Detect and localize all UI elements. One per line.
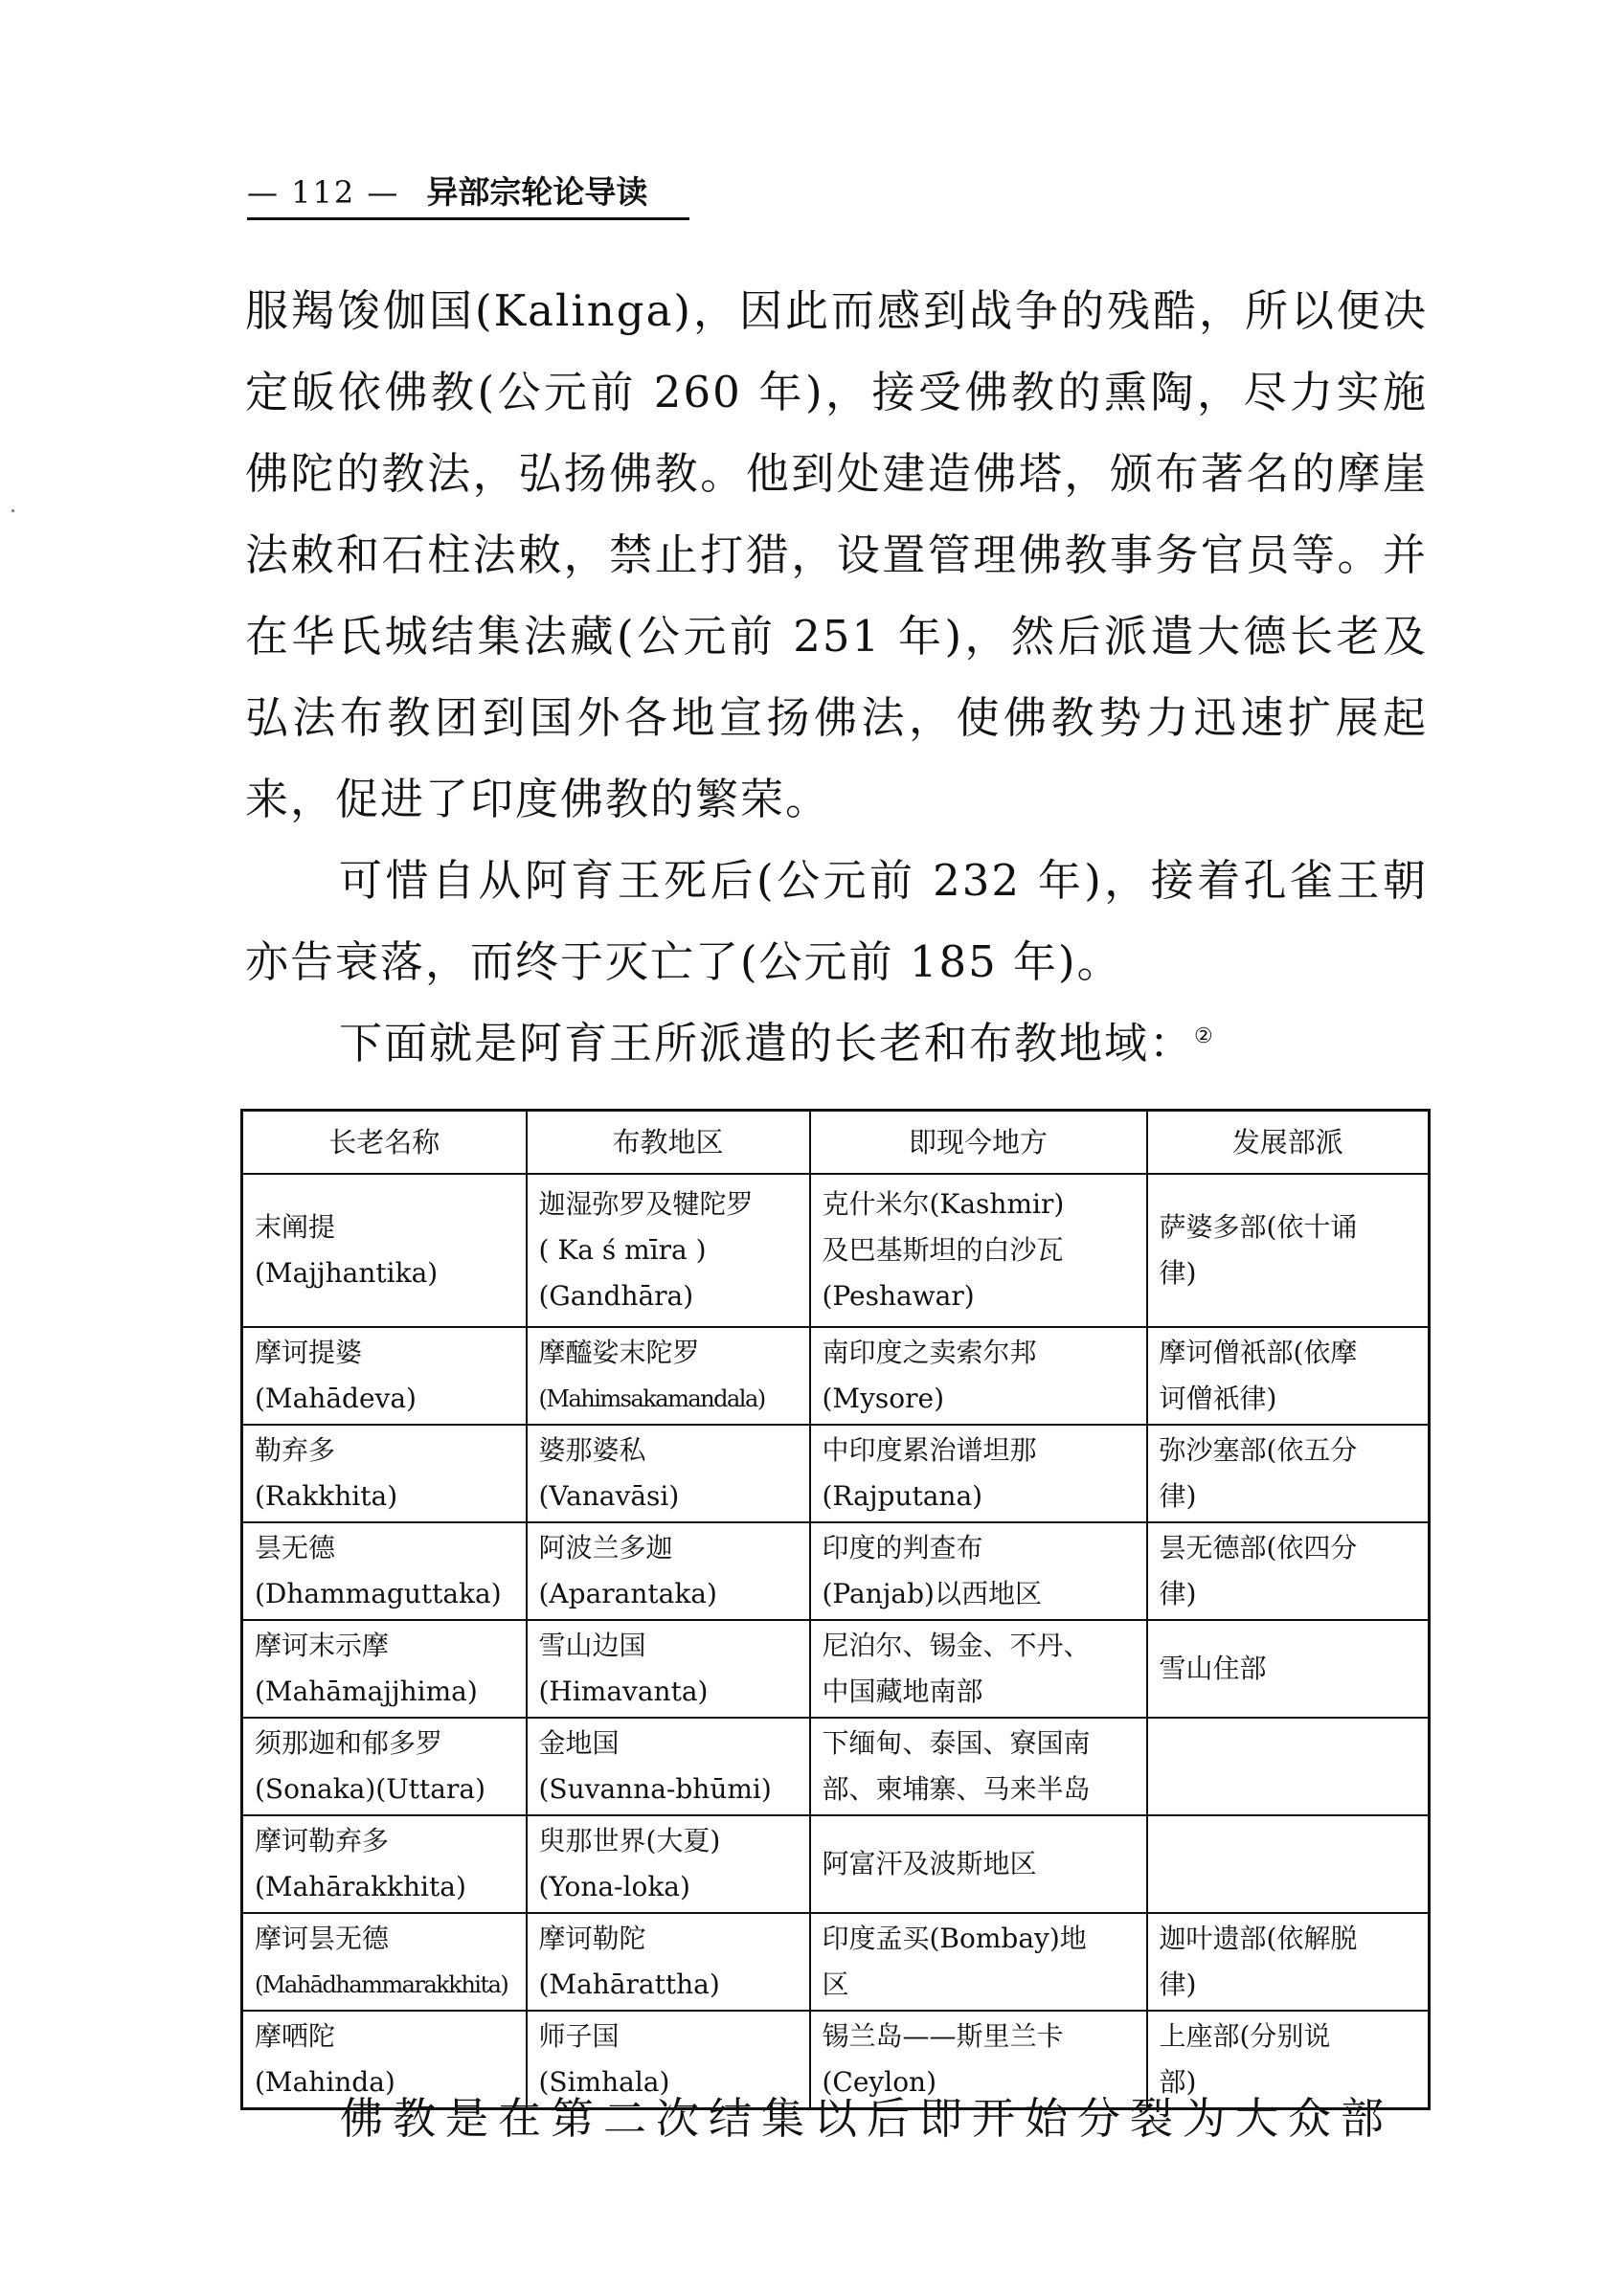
table-row	[242, 1815, 1430, 1913]
body-text	[245, 270, 1428, 1084]
cell-line: 律)	[1159, 1969, 1197, 2000]
cell-line: 臾那世界(大夏)	[538, 1825, 721, 1856]
table-cell-present	[810, 1327, 1147, 1425]
cell-line: 摩诃末示摩	[255, 1630, 390, 1661]
table-cell-school	[1147, 1174, 1430, 1327]
table-intro	[245, 1002, 1428, 1084]
table-cell-elder	[242, 1425, 527, 1522]
table-cell-elder	[242, 1327, 527, 1425]
cell-line: 摩诃提婆	[255, 1337, 363, 1368]
cell-line: (Gandhāra)	[538, 1280, 694, 1312]
cell-line: 部、柬埔寨、马来半岛	[822, 1773, 1091, 1805]
margin-speck	[11, 509, 14, 512]
cell-line: 尼泊尔、锡金、不丹、	[822, 1630, 1091, 1661]
elders-table-wrapper	[240, 1109, 1428, 2110]
table-cell-present	[810, 1522, 1147, 1620]
table-cell-present	[810, 1425, 1147, 1522]
table-cell-elder	[242, 1620, 527, 1718]
cell-line: (Aparantaka)	[538, 1578, 717, 1609]
table-header-row	[242, 1111, 1430, 1175]
table-cell-elder	[242, 1522, 527, 1620]
cell-line: 摩哂陀	[255, 2020, 336, 2052]
cell-line: (Ceylon)	[822, 2066, 937, 2098]
table-cell-present	[810, 1718, 1147, 1815]
table-cell-elder	[242, 1815, 527, 1913]
cell-line: 摩诃昙无德	[255, 1923, 390, 1954]
cell-line: 昙无德部(依四分	[1159, 1532, 1358, 1564]
elders-table	[240, 1109, 1431, 2110]
cell-line: (Majjhantika)	[255, 1257, 439, 1289]
header-school: 发展部派	[1147, 1111, 1430, 1175]
cell-line: (Vanavāsi)	[538, 1480, 680, 1512]
table-cell-region	[527, 1327, 810, 1425]
cell-line: (Sonaka)(Uttara)	[255, 1773, 485, 1805]
table-cell-region	[527, 1174, 810, 1327]
table-cell-present	[810, 1620, 1147, 1718]
running-title: 异部宗轮论导读	[426, 173, 648, 211]
cell-line: 中国藏地南部	[822, 1676, 983, 1707]
cell-line: (Mahāmajjhima)	[255, 1676, 478, 1707]
cell-line: (Peshawar)	[822, 1280, 975, 1312]
cell-line: (Mahimsakamandala)	[538, 1385, 765, 1412]
cell-line: (Mysore)	[822, 1383, 945, 1414]
table-cell-elder	[242, 1174, 527, 1327]
cell-line: (Mahārakkhita)	[255, 1871, 466, 1902]
cell-line: 印度孟买(Bombay)地	[822, 1923, 1087, 1954]
cell-line: 下缅甸、泰国、寮国南	[822, 1727, 1091, 1759]
header-elder: 长老名称	[242, 1111, 527, 1175]
page-number: — 112 —	[247, 174, 400, 211]
cell-line: (Suvanna-bhūmi)	[538, 1773, 772, 1805]
cell-line: (Dhammaguttaka)	[255, 1578, 502, 1609]
header-present: 即现今地方	[810, 1111, 1147, 1175]
cell-line: 上座部(分别说	[1159, 2020, 1331, 2052]
cell-line: 阿富汗及波斯地区	[822, 1848, 1037, 1879]
cell-line: (Mahinda)	[255, 2066, 395, 2098]
table-row	[242, 1620, 1430, 1718]
cell-line: 昙无德	[255, 1532, 336, 1564]
cell-line: 末阐提	[255, 1211, 336, 1243]
table-cell-school	[1147, 1815, 1430, 1913]
table-row	[242, 1174, 1430, 1327]
cell-line: 雪山边国	[538, 1630, 646, 1661]
header-region: 布教地区	[527, 1111, 810, 1175]
cell-line: (Panjab)以西地区	[822, 1578, 1042, 1609]
paragraph-1: 服羯馂伽国(Kalinga)，因此而感到战争的残酷，所以便决定皈依佛教(公元前 260 年)，接受佛教的熏陶，尽力实施佛陀的教法，弘扬佛教。他到处建造佛塔，颁布著名的摩崖法敕和石柱法敕，禁止打猎，设置管理佛教事务官员等。并在华氏城结集法藏(公元前 251 年)，然后派遣大德长老及弘法布教团到国外各地宣扬佛法，使佛教势力迅速扩展起来，促进了印度佛教的繁荣。	[245, 285, 1428, 824]
table-cell-region	[527, 1815, 810, 1913]
table-row	[242, 1913, 1430, 2011]
table-cell-elder	[242, 1913, 527, 2011]
table-cell-present	[810, 1815, 1147, 1913]
table-cell-present	[810, 1913, 1147, 2011]
cell-line: 南印度之卖索尔邦	[822, 1337, 1037, 1368]
cell-line: 律)	[1159, 1257, 1197, 1289]
cell-line: 弥沙塞部(依五分	[1159, 1434, 1358, 1466]
table-intro-text: 下面就是阿育王所派遣的长老和布教地域：	[339, 1018, 1195, 1069]
table-cell-school	[1147, 1425, 1430, 1522]
paragraph-2: 可惜自从阿育王死后(公元前 232 年)，接着孔雀王朝亦告衰落，而终于灭亡了(公元前 185 年)。	[245, 855, 1428, 987]
cell-line: 迦叶遗部(依解脱	[1159, 1923, 1358, 1954]
cell-line: 律)	[1159, 1480, 1197, 1512]
table-row	[242, 1522, 1430, 1620]
cell-line: (Simhala)	[538, 2066, 670, 2098]
cell-line: (Rakkhita)	[255, 1480, 398, 1512]
cell-line: 萨婆多部(依十诵	[1159, 1211, 1358, 1243]
cell-line: 部)	[1159, 2066, 1197, 2098]
table-cell-region	[527, 1620, 810, 1718]
cell-line: 婆那婆私	[538, 1434, 646, 1466]
cell-line: 师子国	[538, 2020, 620, 2052]
cell-line: ( Ka ś mīra )	[538, 1234, 707, 1266]
cell-line: 印度的判查布	[822, 1532, 983, 1564]
cell-line: 诃僧祇律)	[1159, 1383, 1277, 1414]
cell-line: 摩诃勒弃多	[255, 1825, 390, 1856]
cell-line: 摩醯娑末陀罗	[538, 1337, 700, 1368]
cell-line: 迦湿弥罗及犍陀罗	[538, 1188, 754, 1220]
table-cell-region	[527, 1718, 810, 1815]
table-cell-region	[527, 1522, 810, 1620]
cell-line: 中印度累治谱坦那	[822, 1434, 1037, 1466]
cell-line: (Rajputana)	[822, 1480, 983, 1512]
cell-line: 须那迦和郁多罗	[255, 1727, 443, 1759]
table-cell-region	[527, 1425, 810, 1522]
table-row	[242, 1718, 1430, 1815]
cell-line: 金地国	[538, 1727, 620, 1759]
closing-line: 佛教是在第二次结集以后即开始分裂为大众部	[340, 2093, 1394, 2144]
cell-line: (Himavanta)	[538, 1676, 709, 1707]
cell-line: 克什米尔(Kashmir)	[822, 1188, 1065, 1220]
cell-line: 摩诃勒陀	[538, 1923, 646, 1954]
cell-line: 雪山住部	[1159, 1653, 1267, 1684]
footnote-marker: ②	[1194, 1024, 1215, 1048]
cell-line: 锡兰岛——斯里兰卡	[822, 2020, 1064, 2052]
table-body	[242, 1174, 1430, 2109]
table-cell-school	[1147, 1718, 1430, 1815]
table-row	[242, 1425, 1430, 1522]
cell-line: 区	[822, 1969, 849, 2000]
table-row	[242, 1327, 1430, 1425]
table-cell-school	[1147, 1913, 1430, 2011]
cell-line: 及巴基斯坦的白沙瓦	[822, 1234, 1064, 1266]
cell-line: 摩诃僧祇部(依摩	[1159, 1337, 1358, 1368]
running-header	[247, 169, 689, 220]
table-cell-school	[1147, 1620, 1430, 1718]
cell-line: 律)	[1159, 1578, 1197, 1609]
table-cell-school	[1147, 1522, 1430, 1620]
cell-line: (Mahādeva)	[255, 1383, 417, 1414]
table-cell-region	[527, 1913, 810, 2011]
cell-line: 勒弃多	[255, 1434, 336, 1466]
cell-line: (Mahādhammarakkhita)	[255, 1971, 508, 1998]
cell-line: 阿波兰多迦	[538, 1532, 673, 1564]
table-cell-present	[810, 1174, 1147, 1327]
table-cell-elder	[242, 1718, 527, 1815]
cell-line: (Mahārattha)	[538, 1969, 720, 2000]
table-cell-school	[1147, 1327, 1430, 1425]
cell-line: (Yona-loka)	[538, 1871, 690, 1902]
